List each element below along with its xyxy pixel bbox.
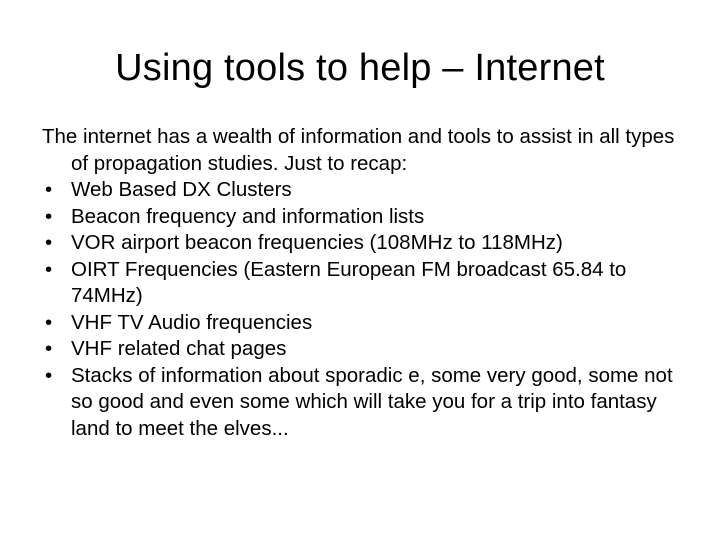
slide-title: Using tools to help – Internet [115,47,605,89]
bullet-icon: • [45,231,53,254]
bullet-item-beacon-lists [42,204,682,231]
bullet-icon: • [45,363,53,387]
bullet-text: Beacon frequency and information lists [71,204,425,228]
bullet-list [42,177,682,442]
bullet-item-vor-frequencies [42,230,682,257]
bullet-item-tv-audio [42,310,682,337]
bullet-item-sporadic-e [42,363,682,443]
bullet-text: VHF TV Audio frequencies [71,310,313,334]
bullet-item-chat-pages [42,336,682,363]
bullet-icon: • [45,310,53,334]
bullet-icon: • [45,337,53,360]
bullet-item-oirt-frequencies [42,257,682,310]
slide-body [42,124,682,442]
bullet-item-dx-clusters [42,177,682,204]
bullet-text: VHF related chat pages [71,337,287,360]
bullet-icon: • [45,257,53,281]
bullet-text: OIRT Frequencies (Eastern European FM broadcast 65.84 to 74MHz) [71,257,627,307]
bullet-text: VOR airport beacon frequencies (108MHz to 118MHz) [71,231,563,254]
bullet-icon: • [45,204,53,228]
bullet-icon: • [45,178,53,201]
bullet-text: Stacks of information about sporadic e, some very good, some not so good and even some which will take you for a trip into fantasy land to meet the elves... [71,363,673,440]
intro-paragraph: The internet has a wealth of information and tools to assist in all types of propagation studies. Just to recap: [42,125,675,175]
bullet-text: Web Based DX Clusters [71,178,292,201]
